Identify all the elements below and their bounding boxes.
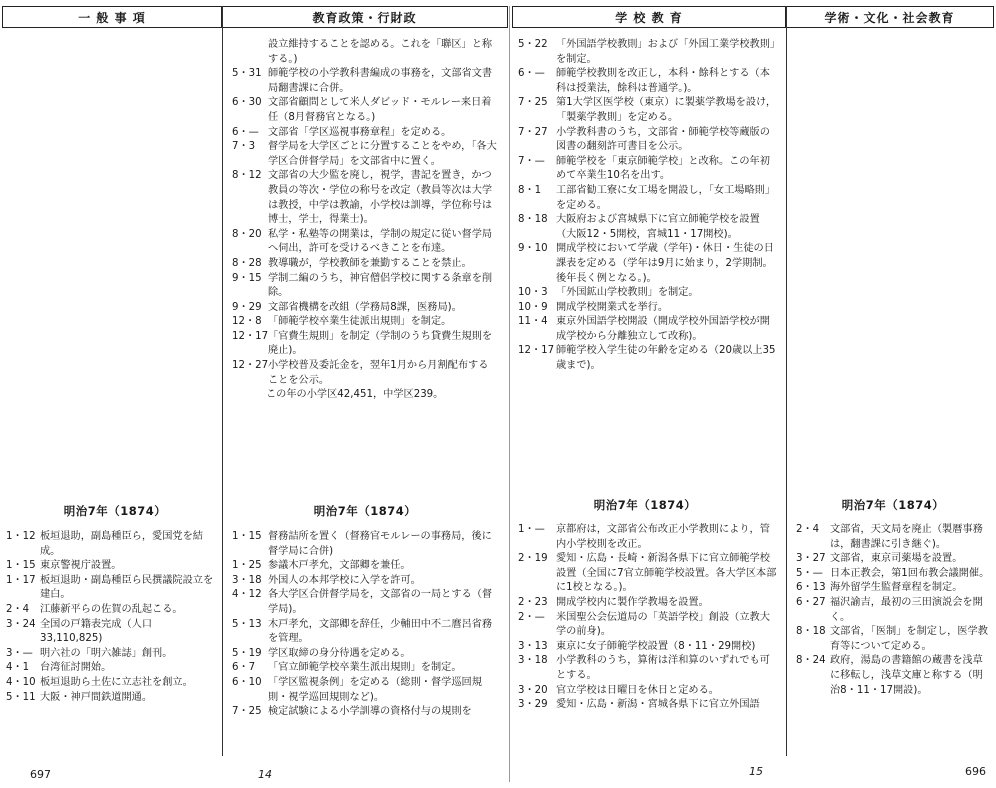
column-divider	[786, 6, 787, 756]
entry-text: 第1大学区医学校（東京）に製薬学教場を設け，「製薬学教則」を定める。	[556, 97, 777, 123]
entry-date: 7・25	[232, 706, 262, 718]
chronology-entry	[232, 647, 498, 662]
entry-text: 文部省機構を改組（学務局8課，医務局)。	[268, 301, 462, 313]
chronology-entry	[518, 155, 780, 184]
entry-text: 師範学校の小学教科書編成の事務を，文部省文書局翻書課に合併。	[268, 68, 493, 94]
header-education-policy: 教育政策・行財政	[222, 6, 508, 28]
entry-text: 明六社の「明六雑誌」創刊。	[40, 647, 173, 659]
entry-date: 3・13	[518, 640, 548, 652]
entry-text: 小学教科書のうち，文部省・師範学校等蔵版の図書の翻刻許可書目を公示。	[556, 126, 770, 153]
chronology-entry	[518, 301, 780, 316]
entry-text: 板垣退助ら土佐に立志社を創立。	[40, 676, 193, 688]
entry-text: 師範学校入学生徒の年齢を定める（20歳以上35歳まで)。	[556, 345, 776, 372]
entry-text: 設立維持することを認める。これを「聯区」と称する。)	[268, 39, 493, 65]
entry-text: 文部省顧問として米人ダビッド・モルレー来日着任（8月督務官となる。)	[268, 97, 492, 123]
chronology-entry	[232, 315, 498, 330]
entry-date: 7・27	[518, 126, 548, 138]
entry-date: 1・25	[232, 560, 262, 572]
entry-date: 3・27	[796, 553, 826, 565]
entry-date: 8・28	[232, 257, 262, 269]
entry-date: 12・8	[232, 316, 262, 328]
page-number-right: 696	[965, 765, 986, 778]
chronology-entry	[796, 625, 990, 654]
chronology-entry	[518, 684, 780, 699]
entry-date: 8・18	[796, 626, 826, 638]
entry-text: 木戸孝允，文部卿を辞任，少輔田中不二麿呂省務を管理。	[268, 618, 493, 645]
entry-date: 2・4	[796, 524, 820, 535]
entry-text: 板垣退助，副島種臣ら，愛国党を結成。	[40, 531, 203, 557]
chronology-entry	[518, 698, 780, 713]
entry-text: 文部省の大少監を廃し，視学，書記を置き，かつ教員の等次・学位の称号を改定（教員等次は大学は教授，中学は教諭，小学校は訓導，学位称号は博士，学士，得業士)。	[268, 170, 493, 226]
entry-text: 「官費生規則」を制定（学制のうち貸費生規則を廃止)。	[268, 330, 493, 357]
chronology-entry	[232, 618, 498, 647]
entry-date: 6・—	[232, 126, 259, 138]
page-gutter	[509, 6, 510, 782]
entry-text: 日本正教会，第1回布教会議開催。	[830, 567, 990, 579]
entry-date: 5・19	[232, 647, 262, 659]
entry-date: 1・12	[6, 531, 36, 542]
entry-text: 東京外国語学校開設（開成学校外国語学校が開成学校から分離独立して改称)。	[556, 316, 770, 342]
chronology-entry	[232, 661, 498, 676]
chronology-entry	[232, 272, 498, 301]
general-bottom-column	[6, 530, 214, 705]
entry-date: 3・24	[6, 618, 36, 630]
chronology-entry	[518, 552, 780, 596]
chronology-entry	[6, 574, 214, 603]
entry-text: 板垣退助・副島種臣ら民撰議院設立を建白。	[40, 574, 214, 601]
page-number-inner-right: 15	[749, 765, 763, 778]
entry-date: 12・17	[232, 330, 269, 342]
entry-date: 3・18	[518, 655, 548, 667]
chronology-entry	[232, 257, 498, 272]
chronology-entry	[232, 574, 498, 589]
entry-text: 師範学校教則を改正し，本科・餘科とする（本科は授業法，餘科は普通学。)。	[556, 68, 770, 94]
chronology-entry	[232, 676, 498, 705]
entry-date: 6・10	[232, 676, 262, 688]
chronology-entry	[518, 38, 780, 67]
chronology-entry	[518, 286, 780, 301]
entry-text: 師範学校を「東京師範学校」と改称。この年初めて卒業生10名を出す。	[556, 155, 770, 182]
chronology-entry	[232, 359, 498, 388]
chronology-entry	[232, 126, 498, 141]
entry-text: 「外国鉱山学校教則」を制定。	[556, 287, 699, 299]
chronology-entry	[796, 654, 990, 698]
chronology-entry	[518, 96, 780, 125]
chronology-entry	[518, 611, 780, 640]
entry-date: 1・17	[6, 574, 36, 586]
entry-text: 大阪・神戸間鉄道開通。	[40, 691, 153, 703]
header-general-affairs: 一 般 事 項	[2, 6, 222, 28]
chronology-entry	[6, 661, 214, 676]
entry-text: 開成学校において学歳（学年)・休日・生徒の日課表を定める（学年は9月に始まり，2学期制。後年長く例となる。)。	[556, 243, 774, 284]
entry-text: 官立学校は日曜日を休日と定める。	[556, 684, 719, 696]
chronology-entry	[6, 647, 214, 662]
entry-text: 検定試験による小学訓導の資格付与の規則を	[268, 706, 472, 718]
chronology-entry	[232, 530, 498, 559]
chronology-entry	[232, 38, 498, 67]
entry-text: 大阪府および宮城県下に官立師範学校を設置（大阪12・5開校，宮城11・17開校)。	[556, 214, 760, 240]
entry-text: 学区取締の身分待遇を定める。	[268, 647, 411, 659]
entry-text: 小学教科のうち，算術は洋和算のいずれでも可とする。	[556, 655, 770, 681]
chronology-entry	[796, 567, 990, 582]
chronology-entry	[796, 581, 990, 596]
entry-date: 8・20	[232, 228, 262, 240]
entry-date: 5・31	[232, 68, 262, 80]
chronology-entry	[6, 618, 214, 647]
chronology-entry	[232, 228, 498, 257]
chronology-entry	[518, 67, 780, 96]
entry-date: 3・—	[6, 647, 33, 659]
entry-text: 学制二編のうち，神官僧侶学校に関する条章を削除。	[268, 272, 493, 299]
page-number-inner-left: 14	[258, 768, 272, 781]
chronology-entry	[232, 301, 498, 316]
entry-date: 4・1	[6, 662, 30, 674]
page-number-left: 697	[30, 768, 51, 781]
chronology-entry	[232, 140, 498, 169]
entry-date: 11・4	[518, 316, 548, 328]
entry-date: 3・29	[518, 699, 548, 711]
entry-text: 政府，湯島の書籍館の蔵書を浅草に移転し，浅草文庫と称する（明治8・11・17開設)。	[830, 655, 983, 696]
entry-date: 10・9	[518, 301, 548, 313]
chronology-entry	[796, 552, 990, 567]
entry-date: 3・18	[232, 574, 262, 586]
entry-date: 6・30	[232, 97, 262, 109]
entry-text: 督学局を大学区ごとに分置することをやめ，「各大学区合併督学局」を文部省中に置く。	[268, 141, 497, 167]
chronology-entry	[232, 559, 498, 574]
chronology-entry	[518, 213, 780, 242]
school-top-column	[518, 38, 780, 374]
entry-text: 開成学校開業式を挙行。	[556, 301, 669, 313]
column-divider	[222, 6, 223, 756]
entry-text: 京都府は，文部省公布改正小学教則により，管内小学校則を改正。	[556, 524, 770, 550]
chronology-entry	[518, 654, 780, 683]
entry-text: 「官立師範学校卒業生派出規則」を制定。	[268, 662, 462, 674]
year-heading-school: 明治7年（1874）	[593, 498, 697, 512]
entry-text: 小学校普及委託金を，翌年1月から月割配布することを公示。	[268, 360, 489, 386]
chronology-entry	[518, 640, 780, 655]
chronology-entry	[232, 588, 498, 617]
entry-text: 文部省，東京司薬場を設置。	[830, 553, 963, 565]
chronology-entry	[518, 344, 780, 373]
entry-date: 2・19	[518, 553, 548, 565]
entry-text: 「師範学校卒業生徒派出規則」を制定。	[268, 316, 452, 328]
entry-date: 12・27	[232, 360, 269, 372]
entry-text: 全国の戸籍表完成（人口33,110,825)	[40, 618, 153, 645]
chronology-entry	[232, 96, 498, 125]
chronology-entry	[518, 184, 780, 213]
entry-text: 「外国語学校教則」および「外国工業学校教則」を制定。	[556, 39, 776, 65]
chronology-entry	[6, 691, 214, 706]
policy-bottom-column	[232, 530, 498, 720]
entry-date: 6・27	[796, 596, 826, 608]
entry-text: 福沢諭吉，最初の三田演説会を開く。	[830, 596, 983, 623]
chronology-entry	[232, 169, 498, 227]
chronology-entry	[796, 596, 990, 625]
culture-bottom-column	[796, 523, 990, 698]
entry-date: 6・—	[518, 68, 545, 80]
entry-text: 「学区監視条例」を定める（総則・督学巡回規則・視学巡回規則など)。	[268, 676, 482, 703]
entry-date: 7・—	[518, 155, 545, 167]
chronology-entry	[6, 603, 214, 618]
chronology-entry	[6, 559, 214, 574]
entry-text: 東京警視庁設置。	[40, 560, 122, 572]
entry-date: 1・15	[232, 531, 262, 542]
entry-date: 5・11	[6, 691, 36, 703]
entry-date: 5・13	[232, 618, 262, 630]
entry-text: 台湾征討開始。	[40, 662, 112, 674]
chronology-entry	[518, 315, 780, 344]
entry-text: 私学・私塾等の開業は，学制の規定に従い督学局へ伺出，許可を受けるべきことを布達。	[268, 228, 493, 255]
entry-text: 督務詰所を置く（督務官モルレーの事務局，後に督学局に合併)	[268, 531, 492, 557]
entry-date: 12・17	[518, 345, 555, 357]
entry-date: 2・23	[518, 596, 548, 608]
policy-top-column	[232, 38, 498, 403]
entry-date: 8・18	[518, 214, 548, 226]
entry-text: 米国聖公会伝道局の「英語学校」創設（立教大学の前身)。	[556, 611, 770, 638]
entry-text: 海外留学生監督章程を制定。	[830, 582, 963, 594]
year-heading-general: 明治7年（1874）	[63, 504, 167, 518]
entry-text: 東京に女子師範学校設置（8・11・29開校)	[556, 640, 756, 652]
entry-text: 文部省，「医制」を制定し，医学教育等について定める。	[830, 626, 988, 652]
entry-date: 4・10	[6, 676, 36, 688]
entry-date: 7・25	[518, 97, 548, 109]
entry-text: 文部省，天文局を廃止（製暦事務は，翻書課に引き継ぐ)。	[830, 524, 983, 550]
header-culture-social-education: 学術・文化・社会教育	[786, 6, 994, 28]
chronology-entry	[518, 596, 780, 611]
chronology-entry	[6, 676, 214, 691]
chronology-entry	[518, 126, 780, 155]
chronology-entry	[518, 523, 780, 552]
entry-date: 6・13	[796, 582, 826, 594]
entry-date: 2・4	[6, 603, 30, 615]
chronology-entry	[6, 530, 214, 559]
entry-text: 工部省勧工寮に女工場を開設し，「女工場略則」を定める。	[556, 184, 776, 211]
entry-date: 2・—	[518, 611, 545, 623]
entry-date: 8・1	[518, 184, 542, 196]
school-district-count-note: この年の小学区42,451，中学区239。	[266, 389, 444, 401]
chronology-entry	[232, 705, 498, 720]
entry-text: 外国人の本邦学校に入学を許可。	[268, 574, 421, 586]
entry-text: 開成学校内に製作学教場を設置。	[556, 596, 709, 608]
year-heading-culture: 明治7年（1874）	[841, 498, 945, 512]
entry-text: 愛知・広島・長崎・新潟各県下に官立師範学校設置（全国に7官立師範学校設置。各大学区本部に1校となる。)。	[556, 553, 777, 594]
year-heading-policy: 明治7年（1874）	[313, 504, 417, 518]
entry-date: 6・7	[232, 662, 256, 674]
entry-text: 教導職が，学校教師を兼勤することを禁止。	[268, 257, 472, 269]
entry-text: 文部省「学区巡視事務章程」を定める。	[268, 126, 452, 138]
entry-date: 9・15	[232, 272, 262, 284]
entry-date: 5・22	[518, 39, 548, 50]
entry-text: 参議木戸孝允，文部卿を兼任。	[268, 560, 411, 572]
entry-date: 9・10	[518, 243, 548, 255]
entry-text: 愛知・広島・新潟・宮城各県下に官立外国語	[556, 699, 760, 711]
chronology-entry	[232, 67, 498, 96]
entry-date: 7・3	[232, 141, 256, 153]
chronology-entry	[518, 242, 780, 286]
entry-date: 3・20	[518, 684, 548, 696]
school-bottom-column	[518, 523, 780, 713]
entry-text: 各大学区合併督学局を，文部省の一局とする（督学局)。	[268, 589, 493, 615]
chronology-entry	[232, 330, 498, 359]
header-school-education: 学 校 教 育	[512, 6, 786, 28]
entry-date: 10・3	[518, 287, 548, 299]
entry-date: 5・—	[796, 567, 823, 579]
chronology-entry	[796, 523, 990, 552]
entry-date: 8・12	[232, 170, 262, 182]
entry-date: 4・12	[232, 589, 262, 601]
entry-date	[232, 38, 268, 67]
entry-date: 1・15	[6, 560, 36, 572]
entry-date: 1・—	[518, 524, 545, 535]
entry-date: 9・29	[232, 301, 262, 313]
entry-date: 8・24	[796, 655, 826, 667]
entry-text: 江藤新平らの佐賀の乱起こる。	[40, 603, 183, 615]
